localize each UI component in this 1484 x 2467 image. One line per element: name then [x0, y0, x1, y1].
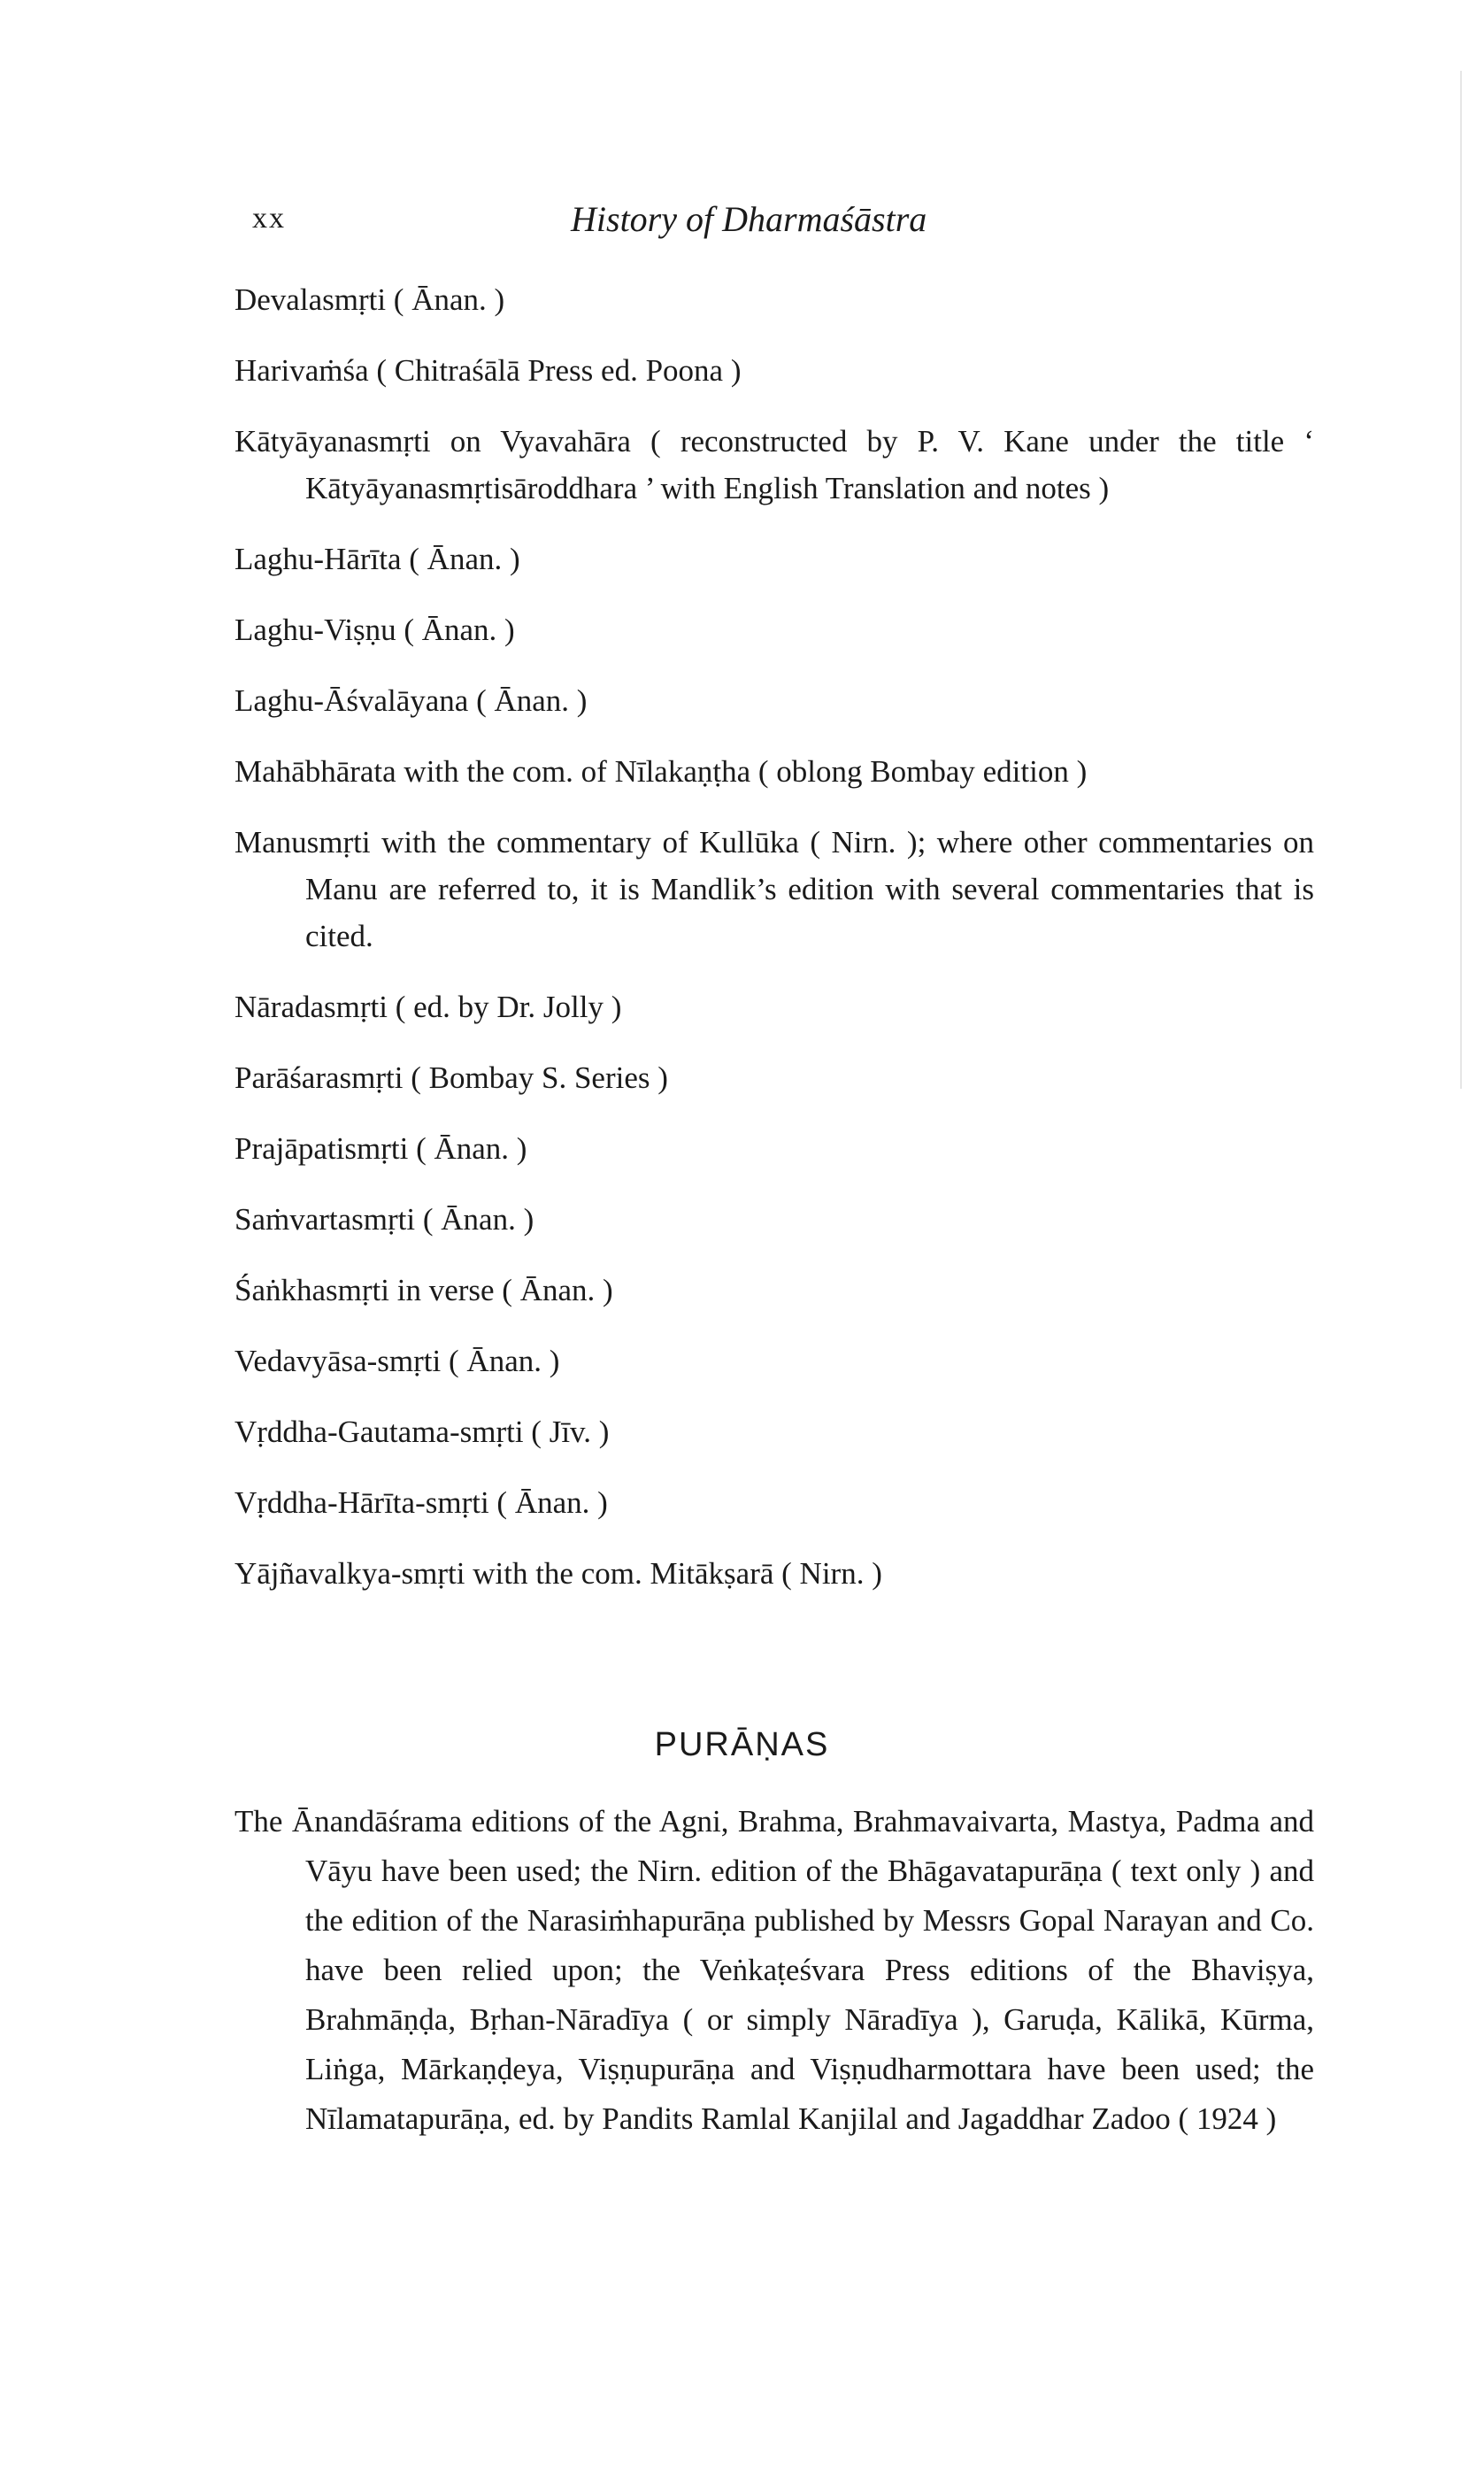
puranas-paragraph: The Ānandāśrama editions of the Agni, Brahma, Brahmavaivarta, Mastya, Padma and Vāyu have been used; the Nirn. edition of the Bhāgavatapurāṇa ( text only ) and the edition of the Narasiṁhapurāṇa published by Messrs Gopal Narayan and Co. have been relied upon; the Veṅkaṭeśvara Press editions of the Bhaviṣya, Brahmāṇḍa, Bṛhan-Nāradīya ( or simply Nāradīya ), Garuḍa, Kālikā, Kūrma, Liṅga, Mārkaṇḍeya, Viṣṇupurāṇa and Viṣṇudharmottara have been used; the Nīlamatapurāṇa, ed. by Pandits Ramlal Kanjilal and Jagaddhar Zadoo ( 1924 ): [235, 1804, 1314, 2136]
bibliography-entry: Vedavyāsa-smṛti ( Ānan. ): [235, 1344, 560, 1378]
bibliography-entry: Kātyāyanasmṛti on Vyavahāra ( reconstructed by P. V. Kane under the title ‘ Kātyāyanasmṛtisāroddhara ’ with English Translation and notes ): [235, 424, 1314, 505]
bibliography-entry: Laghu-Viṣṇu ( Ānan. ): [235, 613, 515, 647]
bibliography-entry: Harivaṁśa ( Chitraśālā Press ed. Poona ): [235, 353, 742, 388]
section-heading-puranas: PURĀṆAS: [654, 1726, 830, 1763]
running-title: History of Dharmaśāstra: [571, 199, 927, 239]
bibliography-entry: Parāśarasmṛti ( Bombay S. Series ): [235, 1060, 668, 1095]
scan-edge-line: [1460, 71, 1462, 1089]
bibliography-entry: Nāradasmṛti ( ed. by Dr. Jolly ): [235, 990, 622, 1024]
bibliography-entry: Devalasmṛti ( Ānan. ): [235, 282, 505, 317]
bibliography-entry: Prajāpatismṛti ( Ānan. ): [235, 1131, 527, 1166]
bibliography-list: [235, 276, 1314, 1621]
page-number: xx: [252, 202, 286, 235]
bibliography-entry: Vṛddha-Hārīta-smṛti ( Ānan. ): [235, 1485, 608, 1520]
bibliography-entry: Mahābhārata with the com. of Nīlakaṇṭha ( oblong Bombay edition ): [235, 754, 1088, 789]
bibliography-entry: Manusmṛti with the commentary of Kullūka ( Nirn. ); where other commentaries on Manu are referred to, it is Mandlik’s edition with several commentaries that is cited.: [235, 825, 1314, 953]
bibliography-entry: Vṛddha-Gautama-smṛti ( Jīv. ): [235, 1415, 610, 1449]
bibliography-entry: Śaṅkhasmṛti in verse ( Ānan. ): [235, 1273, 613, 1307]
bibliography-entry: Yājñavalkya-smṛti with the com. Mitākṣarā ( Nirn. ): [235, 1556, 882, 1591]
bibliography-entry: Saṁvartasmṛti ( Ānan. ): [235, 1202, 534, 1237]
bibliography-entry: Laghu-Hārīta ( Ānan. ): [235, 542, 520, 576]
bibliography-entry: Laghu-Āśvalāyana ( Ānan. ): [235, 683, 588, 718]
